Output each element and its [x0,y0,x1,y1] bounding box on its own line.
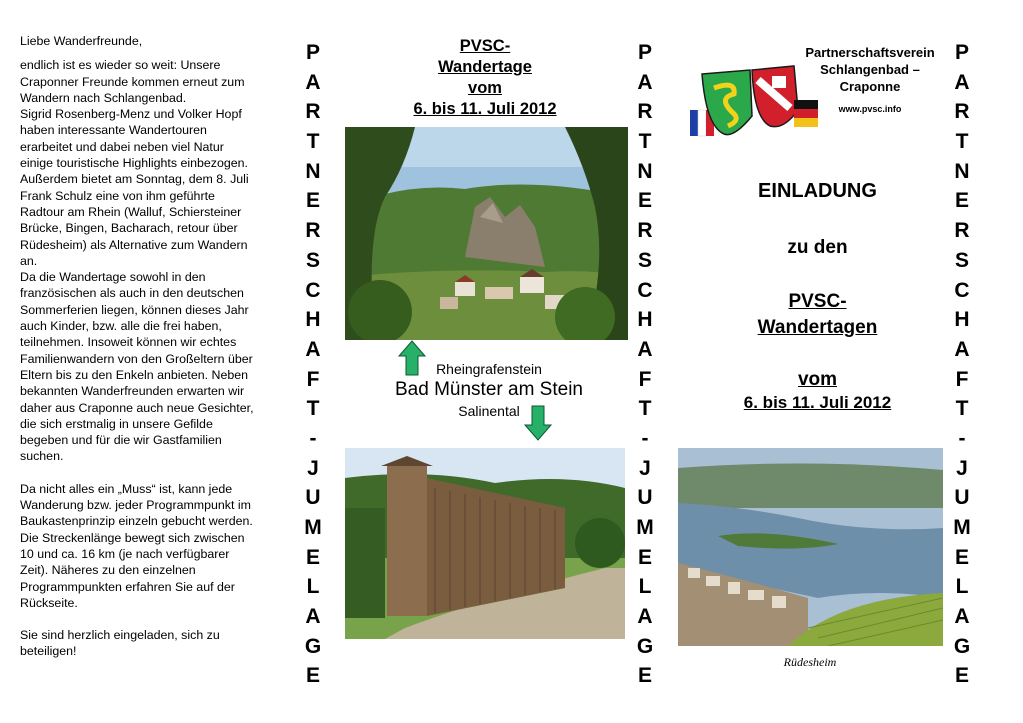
vertical-letter: E [954,664,969,688]
vertical-letter: - [309,426,317,450]
vertical-letter: L [306,575,320,599]
vertical-word-left [298,38,328,691]
greeting: Liebe Wanderfreunde, [20,34,143,48]
vertical-letter: N [637,159,653,183]
letter-paragraph-2: Da nicht alles ein „Muss“ ist, kann jede Wanderung bzw. jeder Programmpunkt im Baukastenprinzip einzeln gebucht werden. Die Streckenlänge bewegt sich zwischen 10 und ca. 16 km (je nach verfügbarer Zeit). Näheres zu den einzelnen Programmpunkten erfahren Sie auf der Rückseite. [20,481,253,610]
vertical-letter: H [954,308,970,332]
caption-salinental: Salinental [458,403,520,419]
vertical-letter: G [304,634,322,658]
pvsc-wandertagen [700,289,935,341]
association-url: www.pvsc.info [838,104,902,114]
association-name [800,44,940,118]
vertical-letter: G [953,634,971,658]
vertical-letter: - [641,426,649,450]
vertical-letter: A [637,70,653,94]
vertical-letter: F [306,367,320,391]
vertical-letter: N [954,159,970,183]
ruedesheim-caption: Rüdesheim [783,655,837,669]
letter-paragraph-3: Sie sind herzlich eingeladen, sich zu beteiligen! [20,628,220,659]
vertical-letter: G [636,634,654,658]
invitation-letter [20,33,288,660]
vertical-letter: E [637,664,652,688]
vertical-letter: E [954,545,969,569]
vertical-letter: E [305,189,320,213]
vertical-letter: N [305,159,321,183]
association-line: Schlangenbad – [820,62,920,77]
vertical-letter: R [954,219,970,243]
association-line: Partnerschaftsverein [805,45,935,60]
vertical-letter: T [306,130,320,154]
vertical-letter: M [953,516,971,539]
vertical-word-middle [630,38,660,691]
vertical-letter: E [305,545,320,569]
einladung-title: EINLADUNG [758,180,877,202]
zu-den-text: zu den [787,237,848,258]
vertical-letter: R [305,219,321,243]
vertical-letter: E [637,545,652,569]
vertical-letter: A [637,337,653,361]
vertical-letter: A [305,337,321,361]
vertical-letter: U [954,486,970,510]
vertical-letter: C [954,278,970,302]
vertical-letter: R [305,100,321,124]
pvsc-line: PVSC- [788,291,847,312]
title-date: 6. bis 11. Juli 2012 [413,100,557,118]
vertical-letter: A [954,70,970,94]
vertical-letter: J [307,456,319,480]
vertical-letter: U [305,486,321,510]
vertical-letter: M [304,516,322,539]
vertical-letter: - [958,426,966,450]
vertical-letter: F [638,367,652,391]
vertical-letter: A [954,337,970,361]
photo-caption-block [378,360,600,420]
vertical-letter: M [636,516,654,539]
vertical-letter: J [956,456,968,480]
vertical-letter: A [954,605,970,629]
title-line: vom [468,79,502,97]
vertical-letter: S [305,248,320,272]
vertical-letter: E [954,189,969,213]
vertical-letter: T [638,130,652,154]
vertical-letter: A [305,605,321,629]
vertical-letter: L [955,575,969,599]
invitation-heading [700,180,935,413]
salinental-photo [345,448,625,639]
rheingrafenstein-photo [345,127,628,340]
title-line: PVSC- [459,37,511,55]
vertical-letter: A [305,70,321,94]
vertical-letter: H [637,308,653,332]
vertical-word-right [947,38,977,691]
vertical-letter: P [954,41,969,64]
vertical-letter: T [955,397,969,421]
vertical-letter: J [639,456,651,480]
vertical-letter: L [638,575,652,599]
vertical-letter: P [637,41,652,64]
vertical-letter: S [637,248,652,272]
wandertagen-line: Wandertagen [757,317,878,338]
ruedesheim-photo [678,448,943,646]
vertical-letter: P [305,41,320,64]
vertical-letter: F [955,367,969,391]
vertical-letter: U [637,486,653,510]
vertical-letter: T [955,130,969,154]
brochure-title [380,36,590,120]
caption-rheingrafenstein: Rheingrafenstein [436,361,542,377]
vom-text: vom [797,369,838,390]
vertical-letter: R [637,219,653,243]
caption-bad-muenster: Bad Münster am Stein [395,379,583,400]
vertical-letter: A [637,605,653,629]
vertical-letter: C [637,278,653,302]
vertical-letter: S [954,248,969,272]
title-line: Wandertage [438,58,532,76]
vertical-letter: T [306,397,320,421]
date-text: 6. bis 11. Juli 2012 [743,393,892,412]
vertical-letter: E [637,189,652,213]
vertical-letter: R [954,100,970,124]
letter-paragraph-1: endlich ist es wieder so weit: Unsere Craponner Freunde kommen erneut zum Wandern nach Schlangenbad. Sigrid Rosenberg-Menz und Volker Hopf haben interessante Wandertouren erarbeitet und dabei neben viel Natur einige touristische Highlights einbezogen. Außerdem bietet am Sonntag, dem 8. Juli Frank Schulz eine von ihm geführte Radtour am Rhein (Walluf, Schiersteiner Brücke, Bingen, Bacharach, retour über Rüdesheim) als Alternative zum Wandern an. Da die Wandertage sowohl in den französischen als auch in den deutschen Sommerferien liegen, können dieses Jahr auch Kinder, bzw. alle die frei haben, teilnehmen. Insoweit können wir echtes Familienwandern von den Großeltern über Eltern bis zu den Enkeln anbieten. Neben bekannten Wanderfreunden erwarten wir daher aus Craponne auch neue Gesichter, die sich erstmalig in unsere Gefilde begeben und für die wir Gastfamilien suchen. [20,58,254,464]
vertical-letter: C [305,278,321,302]
association-line: Craponne [839,79,901,94]
vertical-letter: T [638,397,652,421]
vertical-letter: H [305,308,321,332]
vertical-letter: E [305,664,320,688]
vertical-letter: R [637,100,653,124]
